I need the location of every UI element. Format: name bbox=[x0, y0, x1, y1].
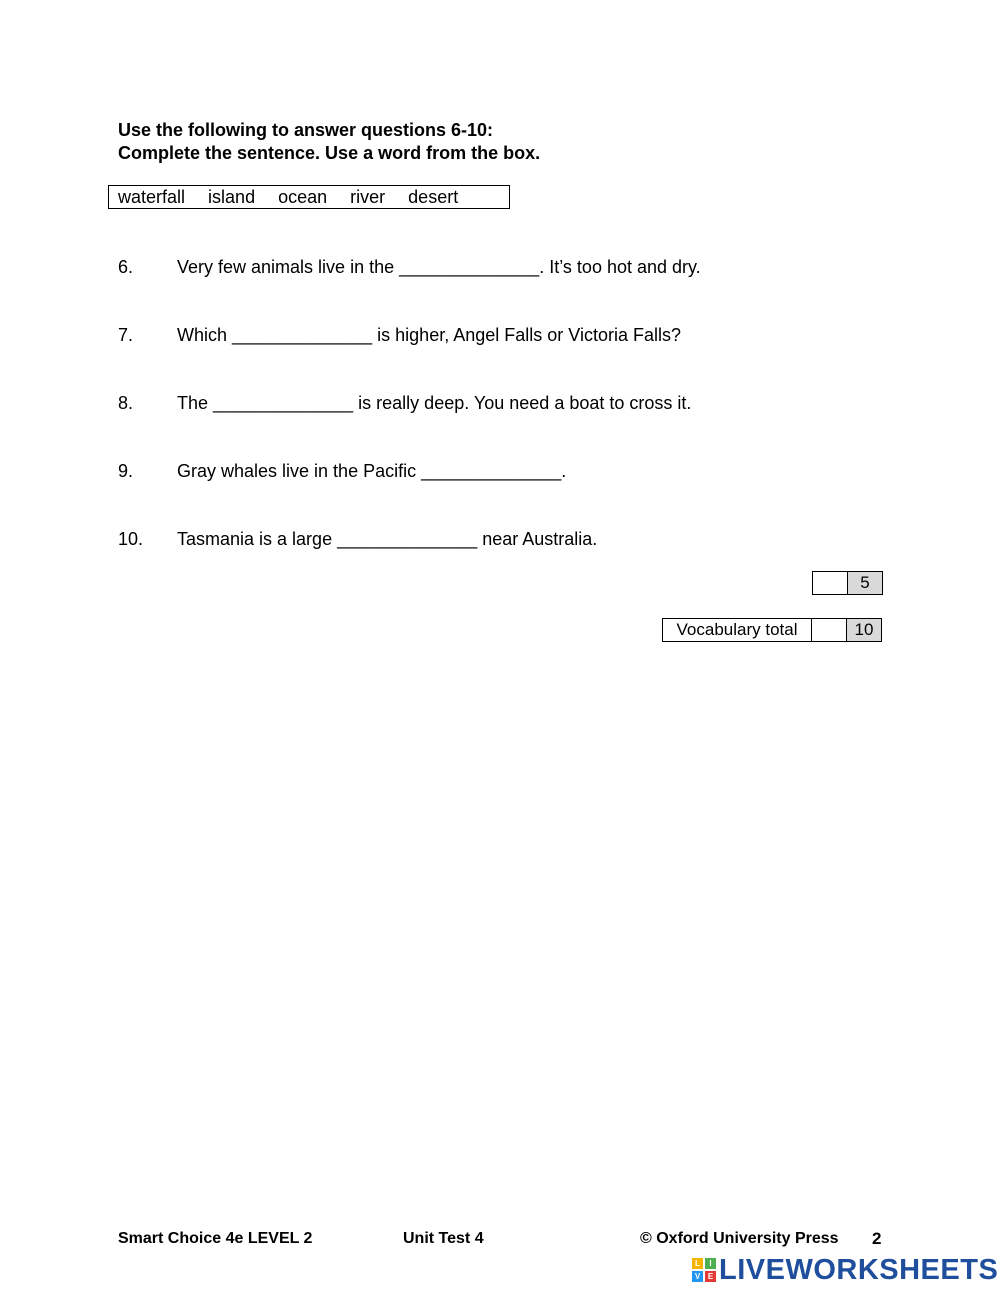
question-number: 8. bbox=[118, 393, 134, 413]
section-max-score: 5 bbox=[848, 572, 883, 595]
instructions-line-1: Use the following to answer questions 6-10: bbox=[118, 120, 494, 140]
question-number: 7. bbox=[118, 325, 134, 345]
logo-text: LIVEWORKSHEETS bbox=[719, 1253, 999, 1286]
word-ocean: ocean bbox=[278, 187, 328, 207]
question-number: 10. bbox=[118, 529, 144, 549]
word-box bbox=[108, 185, 510, 209]
section-score-box bbox=[812, 571, 883, 595]
vocabulary-total-max: 10 bbox=[847, 619, 882, 642]
question-10 bbox=[118, 528, 597, 550]
footer-course: Smart Choice 4e LEVEL 2 bbox=[118, 1230, 313, 1247]
word-desert: desert bbox=[408, 187, 459, 207]
instructions-line-2: Complete the sentence. Use a word from the box. bbox=[118, 143, 541, 163]
footer-copyright: © Oxford University Press bbox=[640, 1230, 839, 1247]
question-6 bbox=[118, 256, 701, 278]
logo-grid-cell: I bbox=[705, 1258, 716, 1269]
question-7 bbox=[118, 324, 681, 346]
question-number: 6. bbox=[118, 257, 134, 277]
question-text[interactable]: Tasmania is a large ______________ near Australia. bbox=[177, 529, 598, 549]
section-score-input[interactable] bbox=[813, 572, 848, 595]
question-number: 9. bbox=[118, 461, 134, 481]
logo-grid-cell: V bbox=[692, 1271, 703, 1282]
question-text[interactable]: Gray whales live in the Pacific ______________. bbox=[177, 461, 567, 481]
liveworksheets-logo bbox=[692, 1255, 998, 1285]
instructions bbox=[118, 119, 540, 165]
question-text[interactable]: Which ______________ is higher, Angel Falls or Victoria Falls? bbox=[177, 325, 681, 345]
word-island: island bbox=[208, 187, 256, 207]
question-9 bbox=[118, 460, 566, 482]
logo-grid-cell: L bbox=[692, 1258, 703, 1269]
word-river: river bbox=[350, 187, 386, 207]
vocabulary-total-label: Vocabulary total bbox=[663, 619, 812, 642]
page-number: 2 bbox=[872, 1229, 882, 1248]
word-waterfall: waterfall bbox=[118, 187, 186, 207]
logo-grid-cell: E bbox=[705, 1271, 716, 1282]
logo-grid-icon bbox=[692, 1258, 716, 1282]
vocabulary-total-input[interactable] bbox=[812, 619, 847, 642]
question-text[interactable]: The ______________ is really deep. You need a boat to cross it. bbox=[177, 393, 692, 413]
question-text[interactable]: Very few animals live in the ______________. It’s too hot and dry. bbox=[177, 257, 701, 277]
question-8 bbox=[118, 392, 691, 414]
footer-test: Unit Test 4 bbox=[403, 1230, 484, 1247]
vocabulary-total-box bbox=[662, 618, 882, 642]
